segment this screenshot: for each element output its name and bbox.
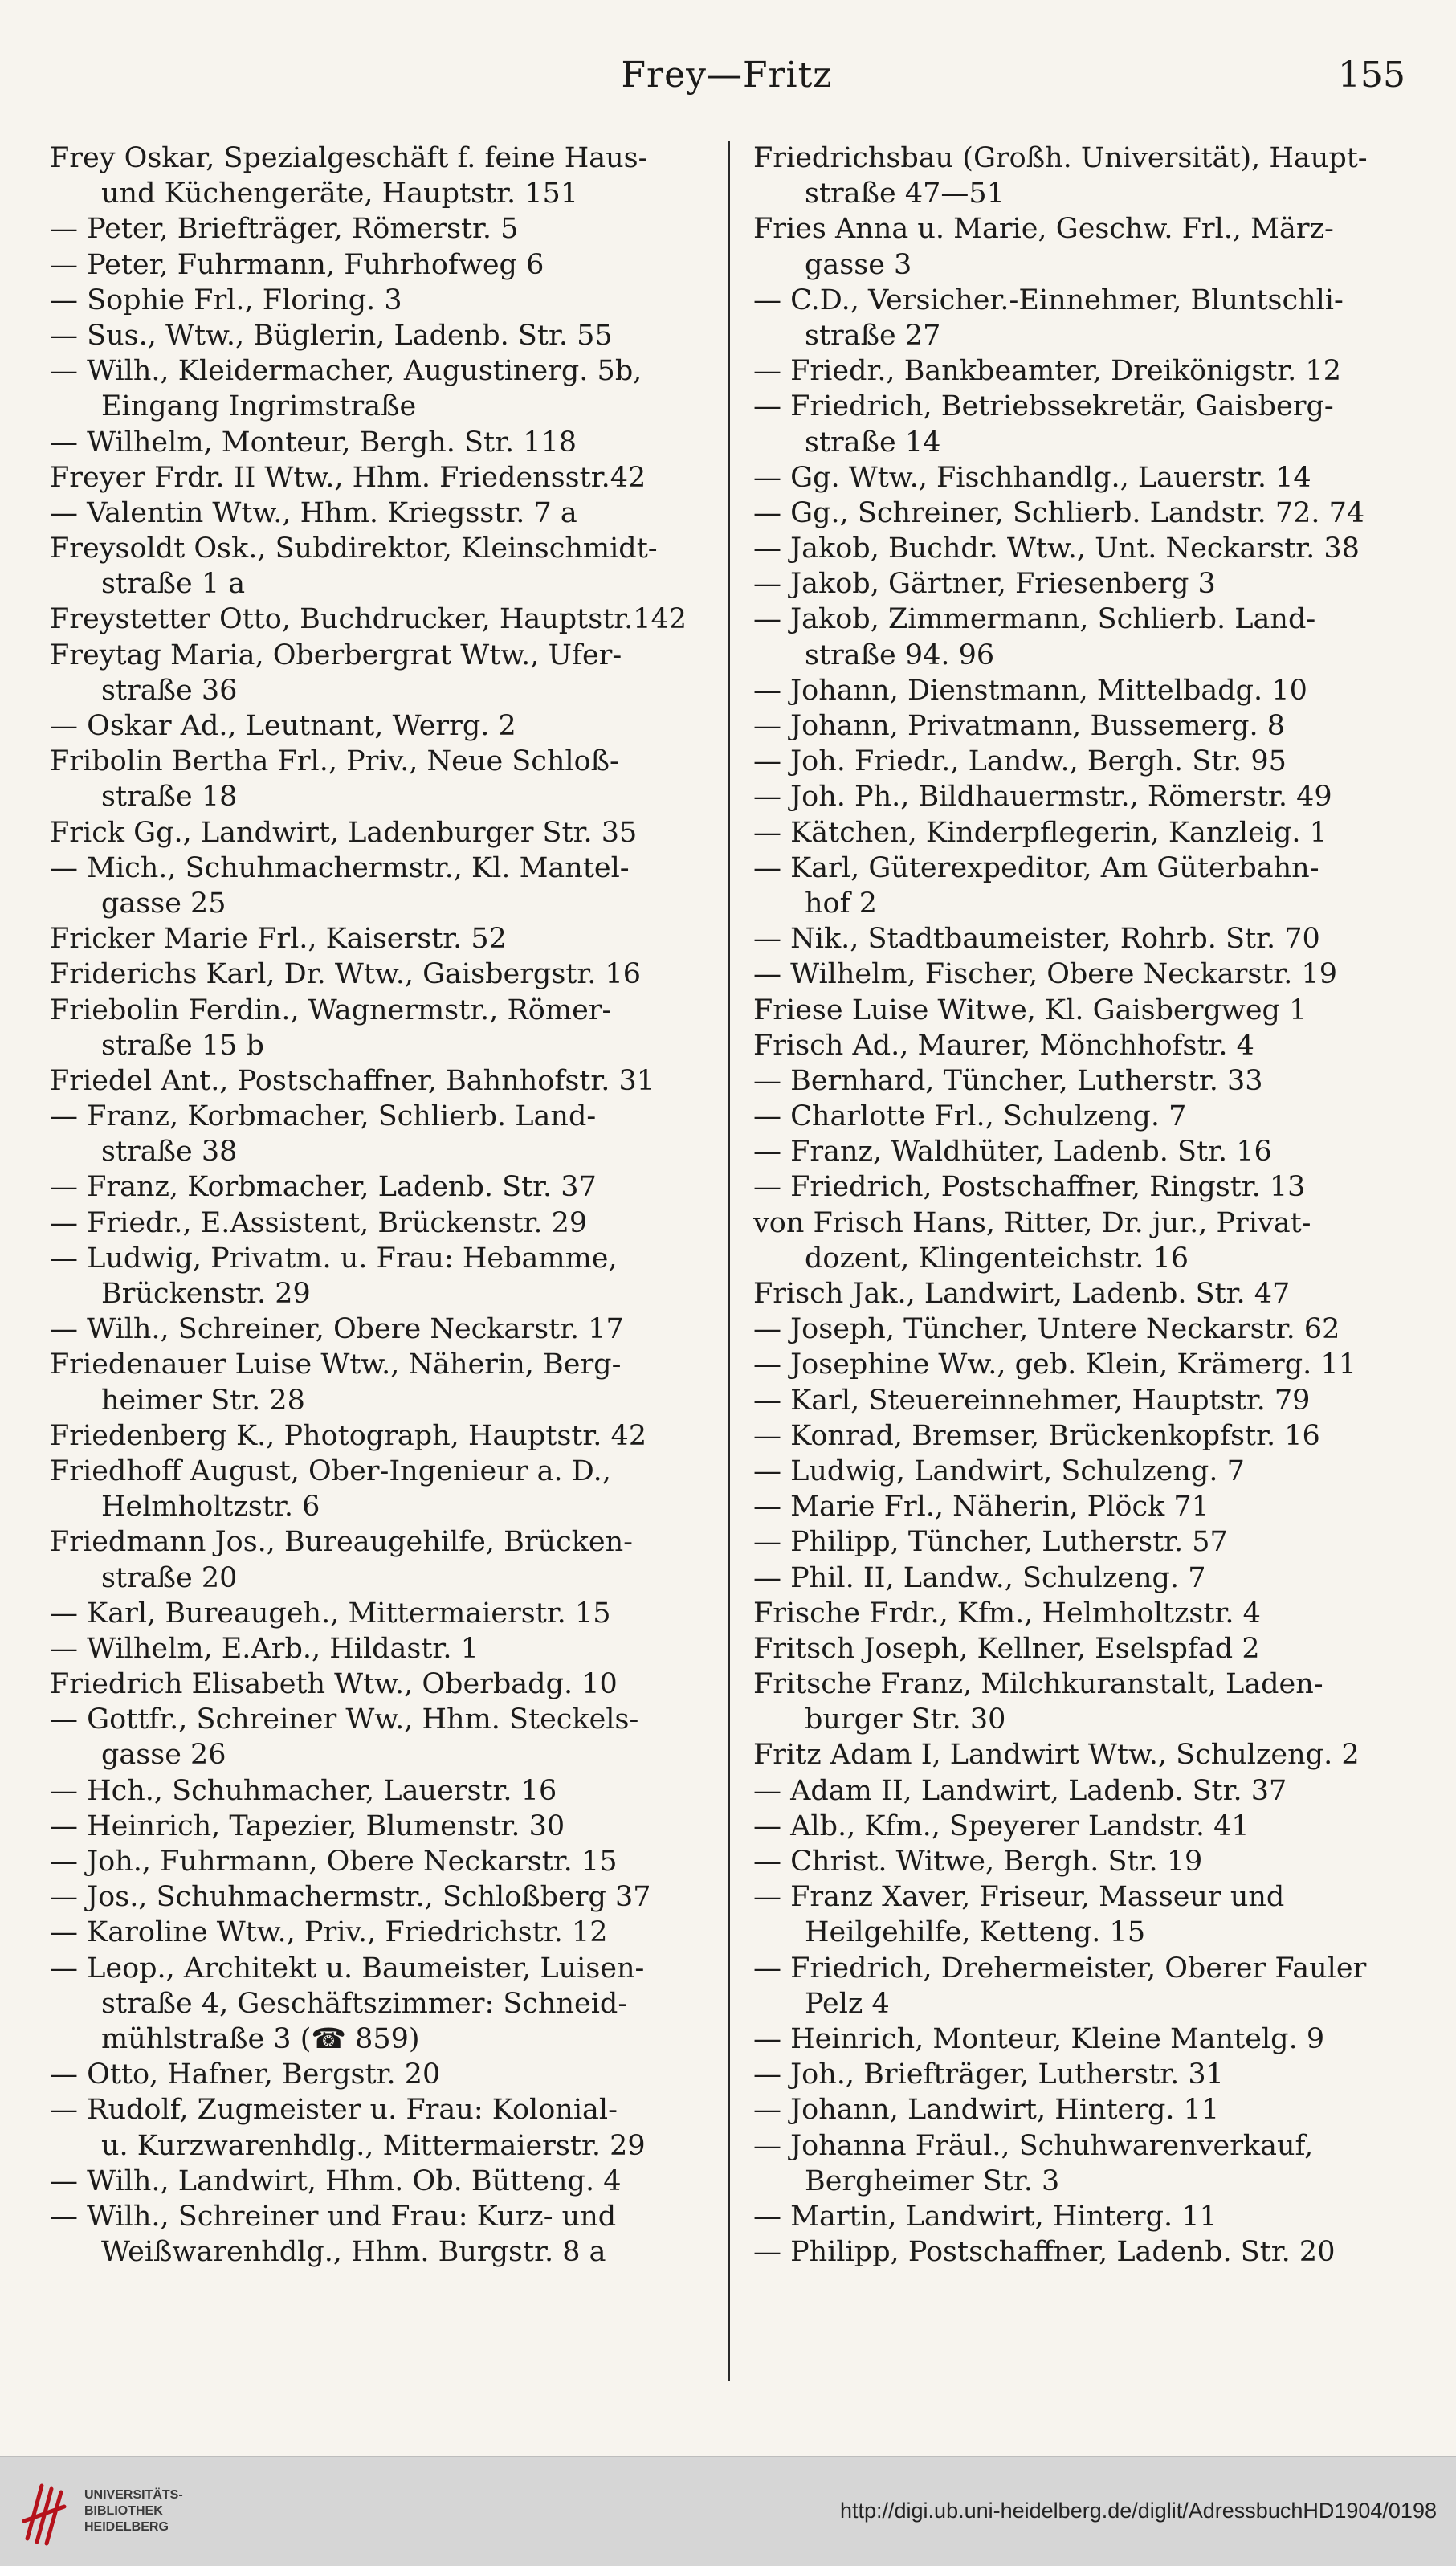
directory-entry: Freytag Maria, Oberbergrat Wtw., Ufer- [50, 638, 622, 671]
directory-entry: — Heinrich, Monteur, Kleine Mantelg. 9 [753, 2022, 1325, 2055]
directory-entry: — Franz Xaver, Friseur, Masseur und [753, 1881, 1285, 1914]
directory-entry: Friedenauer Luise Wtw., Näherin, Berg- [50, 1348, 622, 1381]
directory-entry: — Gottfr., Schreiner Ww., Hhm. Steckels- [50, 1703, 639, 1736]
directory-entry: — Gg. Wtw., Fischhandlg., Lauerstr. 14 [753, 461, 1311, 494]
directory-entry: Frisch Jak., Landwirt, Ladenb. Str. 47 [753, 1278, 1291, 1310]
directory-entry: — Franz, Waldhüter, Ladenb. Str. 16 [753, 1136, 1272, 1169]
directory-entry-continuation: straße 1 a [101, 568, 246, 601]
left-column [50, 141, 704, 2270]
directory-entry-continuation: straße 47—51 [805, 177, 1005, 210]
directory-entry: — Ludwig, Privatm. u. Frau: Hebamme, [50, 1242, 618, 1275]
directory-entry: — Peter, Fuhrmann, Fuhrhofweg 6 [50, 248, 544, 281]
directory-entry: — Wilh., Kleidermacher, Augustinerg. 5b, [50, 355, 642, 388]
directory-entry: — Franz, Korbmacher, Schlierb. Land- [50, 1100, 597, 1133]
directory-entry: — Oskar Ad., Leutnant, Werrg. 2 [50, 710, 516, 742]
directory-entry: — Phil. II, Landw., Schulzeng. 7 [753, 1561, 1206, 1594]
directory-entry-continuation: gasse 25 [101, 887, 226, 920]
directory-entry: — Wilhelm, Monteur, Bergh. Str. 118 [50, 426, 577, 459]
directory-entry: — Philipp, Postschaffner, Ladenb. Str. 20 [753, 2236, 1336, 2269]
directory-entry: — Friedr., Bankbeamter, Dreikönigstr. 12 [753, 355, 1341, 388]
directory-entry: — Kätchen, Kinderpflegerin, Kanzleig. 1 [753, 816, 1328, 849]
library-name [84, 2487, 183, 2535]
directory-entry: — Wilh., Schreiner, Obere Neckarstr. 17 [50, 1313, 624, 1346]
directory-entry: — Joh. Friedr., Landw., Bergh. Str. 95 [753, 745, 1287, 778]
directory-entry-continuation: straße 38 [101, 1136, 238, 1169]
directory-entry: — Heinrich, Tapezier, Blumenstr. 30 [50, 1809, 565, 1842]
directory-entry: — C.D., Versicher.-Einnehmer, Bluntschli- [753, 284, 1344, 316]
directory-entry: — Otto, Hafner, Bergstr. 20 [50, 2058, 441, 2091]
directory-entry: Frick Gg., Landwirt, Ladenburger Str. 35 [50, 816, 638, 849]
directory-entry-continuation: Helmholtzstr. 6 [101, 1491, 320, 1524]
directory-entry: — Friedrich, Drehermeister, Oberer Fauler [753, 1952, 1367, 1985]
directory-entry: — Charlotte Frl., Schulzeng. 7 [753, 1100, 1187, 1133]
directory-entry: Friebolin Ferdin., Wagnermstr., Römer- [50, 993, 612, 1026]
directory-entry: — Joh. Ph., Bildhauermstr., Römerstr. 49 [753, 781, 1332, 814]
directory-entry: — Josephine Ww., geb. Klein, Krämerg. 11 [753, 1348, 1356, 1381]
directory-entry: Fribolin Bertha Frl., Priv., Neue Schloß- [50, 745, 619, 778]
directory-entry-continuation: straße 36 [101, 674, 238, 707]
library-name-line: BIBLIOTHEK [84, 2504, 163, 2518]
directory-entry: — Gg., Schreiner, Schlierb. Landstr. 72. 74 [753, 496, 1365, 529]
footer-bar [0, 2456, 1456, 2566]
directory-entry: — Joh., Fuhrmann, Obere Neckarstr. 15 [50, 1846, 618, 1878]
directory-entry: — Rudolf, Zugmeister u. Frau: Kolonial- [50, 2094, 618, 2127]
directory-entry-continuation: heimer Str. 28 [101, 1384, 305, 1417]
directory-entry: — Bernhard, Tüncher, Lutherstr. 33 [753, 1064, 1263, 1097]
directory-entry: Friderichs Karl, Dr. Wtw., Gaisbergstr. 16 [50, 958, 642, 991]
directory-entry: — Johann, Dienstmann, Mittelbadg. 10 [753, 674, 1307, 707]
university-library-logo-icon [18, 2474, 74, 2548]
directory-entry-continuation: gasse 3 [805, 248, 912, 281]
running-head: Frey—Fritz [621, 55, 833, 96]
directory-entry-continuation: Pelz 4 [805, 1987, 890, 2020]
directory-entry: — Jakob, Zimmermann, Schlierb. Land- [753, 603, 1316, 636]
directory-entry-continuation: straße 27 [805, 319, 941, 352]
library-name-line: HEIDELBERG [84, 2520, 169, 2534]
directory-entry-continuation: straße 20 [101, 1561, 238, 1594]
directory-entry: Freysoldt Osk., Subdirektor, Kleinschmidt- [50, 532, 658, 565]
library-name-line: UNIVERSITÄTS- [84, 2488, 183, 2502]
page-number: 155 [1338, 55, 1405, 96]
directory-entry: — Ludwig, Landwirt, Schulzeng. 7 [753, 1454, 1245, 1487]
directory-entry: — Friedrich, Betriebssekretär, Gaisberg- [753, 390, 1334, 423]
directory-entry: — Johanna Fräul., Schuhwarenverkauf, [753, 2129, 1314, 2162]
directory-entry: Fritsch Joseph, Kellner, Eselspfad 2 [753, 1632, 1260, 1665]
directory-entry: Friese Luise Witwe, Kl. Gaisbergweg 1 [753, 993, 1307, 1026]
directory-entry: — Marie Frl., Näherin, Plöck 71 [753, 1491, 1209, 1524]
directory-entry: Frisch Ad., Maurer, Mönchhofstr. 4 [753, 1029, 1254, 1062]
directory-entry: — Konrad, Bremser, Brückenkopfstr. 16 [753, 1419, 1320, 1452]
directory-entry-continuation: hof 2 [805, 887, 877, 920]
directory-entry: — Jakob, Buchdr. Wtw., Unt. Neckarstr. 38 [753, 532, 1360, 565]
directory-entry: Fritsche Franz, Milchkuranstalt, Laden- [753, 1668, 1323, 1701]
directory-entry: Fricker Marie Frl., Kaiserstr. 52 [50, 923, 507, 956]
directory-entry-continuation: und Küchengeräte, Hauptstr. 151 [101, 177, 579, 210]
directory-entry: Frische Frdr., Kfm., Helmholtzstr. 4 [753, 1597, 1261, 1630]
directory-entry: — Jakob, Gärtner, Friesenberg 3 [753, 568, 1216, 601]
directory-entry: — Karl, Steuereinnehmer, Hauptstr. 79 [753, 1384, 1311, 1417]
directory-entry-continuation: straße 94. 96 [805, 638, 995, 671]
directory-entry-continuation: straße 14 [805, 426, 941, 459]
directory-entry-continuation: straße 4, Geschäftszimmer: Schneid- [101, 1987, 628, 2020]
directory-entry: — Alb., Kfm., Speyerer Landstr. 41 [753, 1809, 1250, 1842]
directory-entry: — Friedr., E.Assistent, Brückenstr. 29 [50, 1206, 588, 1239]
directory-entry-continuation: mühlstraße 3 (☎ 859) [101, 2022, 420, 2055]
directory-entry: von Frisch Hans, Ritter, Dr. jur., Privat- [753, 1206, 1311, 1239]
directory-entry: — Peter, Briefträger, Römerstr. 5 [50, 213, 519, 246]
directory-entry: — Johann, Landwirt, Hinterg. 11 [753, 2094, 1220, 2127]
directory-entry: — Karl, Güterexpeditor, Am Güterbahn- [753, 851, 1319, 884]
directory-entry: Friedel Ant., Postschaffner, Bahnhofstr. 31 [50, 1064, 655, 1097]
directory-entry-continuation: straße 18 [101, 781, 238, 814]
directory-entry-continuation: Brückenstr. 29 [101, 1278, 311, 1310]
directory-entry: Friedhoff August, Ober-Ingenieur a. D., [50, 1454, 611, 1487]
directory-entry: — Sus., Wtw., Büglerin, Ladenb. Str. 55 [50, 319, 613, 352]
right-column [753, 141, 1408, 2270]
directory-entry-continuation: Eingang Ingrimstraße [101, 390, 417, 423]
directory-entry: — Adam II, Landwirt, Ladenb. Str. 37 [753, 1774, 1287, 1807]
directory-columns [50, 141, 1407, 2381]
directory-entry-continuation: Bergheimer Str. 3 [805, 2164, 1060, 2197]
directory-entry: — Philipp, Tüncher, Lutherstr. 57 [753, 1526, 1228, 1559]
directory-entry-continuation: Heilgehilfe, Ketteng. 15 [805, 1916, 1146, 1949]
column-divider [728, 141, 730, 2381]
directory-entry: Friedrich Elisabeth Wtw., Oberbadg. 10 [50, 1668, 618, 1701]
directory-entry: — Johann, Privatmann, Bussemerg. 8 [753, 710, 1285, 742]
directory-entry: — Wilh., Schreiner und Frau: Kurz- und [50, 2200, 617, 2233]
directory-entry: — Wilhelm, Fischer, Obere Neckarstr. 19 [753, 958, 1338, 991]
directory-entry: Fritz Adam I, Landwirt Wtw., Schulzeng. 2 [753, 1739, 1360, 1772]
directory-entry-continuation: burger Str. 30 [805, 1703, 1006, 1736]
directory-entry-continuation: u. Kurzwarenhdlg., Mittermaierstr. 29 [101, 2129, 646, 2162]
page-header [48, 47, 1405, 111]
directory-entry: Freyer Frdr. II Wtw., Hhm. Friedensstr.42 [50, 461, 646, 494]
directory-entry: Fries Anna u. Marie, Geschw. Frl., März- [753, 213, 1334, 246]
source-url-link[interactable]: http://digi.ub.uni-heidelberg.de/diglit/AdressbuchHD1904/0198 [839, 2499, 1437, 2523]
directory-entry: — Martin, Landwirt, Hinterg. 11 [753, 2200, 1217, 2233]
directory-entry: Friedmann Jos., Bureaugehilfe, Brücken- [50, 1526, 633, 1559]
directory-entry: Frey Oskar, Spezialgeschäft f. feine Haus- [50, 142, 648, 174]
directory-entry: — Joseph, Tüncher, Untere Neckarstr. 62 [753, 1313, 1340, 1346]
directory-entry: — Friedrich, Postschaffner, Ringstr. 13 [753, 1171, 1306, 1204]
directory-entry-continuation: straße 15 b [101, 1029, 264, 1062]
directory-entry: — Sophie Frl., Floring. 3 [50, 284, 402, 316]
directory-entry-continuation: dozent, Klingenteichstr. 16 [805, 1242, 1189, 1275]
directory-entry: — Christ. Witwe, Bergh. Str. 19 [753, 1846, 1203, 1878]
directory-entry: — Valentin Wtw., Hhm. Kriegsstr. 7 a [50, 496, 577, 529]
directory-entry: Friedrichsbau (Großh. Universität), Haupt- [753, 142, 1368, 174]
directory-entry-continuation: gasse 26 [101, 1739, 226, 1772]
directory-entry: — Franz, Korbmacher, Ladenb. Str. 37 [50, 1171, 597, 1204]
directory-entry: Freystetter Otto, Buchdrucker, Hauptstr.142 [50, 603, 687, 636]
directory-entry: Friedenberg K., Photograph, Hauptstr. 42 [50, 1419, 647, 1452]
directory-entry: — Joh., Briefträger, Lutherstr. 31 [753, 2058, 1224, 2091]
directory-entry: — Wilh., Landwirt, Hhm. Ob. Bütteng. 4 [50, 2164, 622, 2197]
directory-entry: — Nik., Stadtbaumeister, Rohrb. Str. 70 [753, 923, 1320, 956]
directory-entry: — Wilhelm, E.Arb., Hildastr. 1 [50, 1632, 479, 1665]
directory-entry: — Jos., Schuhmachermstr., Schloßberg 37 [50, 1881, 651, 1914]
directory-entry: — Leop., Architekt u. Baumeister, Luisen- [50, 1952, 645, 1985]
directory-entry: — Karl, Bureaugeh., Mittermaierstr. 15 [50, 1597, 611, 1630]
directory-entry-continuation: Weißwarenhdlg., Hhm. Burgstr. 8 a [101, 2236, 606, 2269]
directory-entry: — Hch., Schuhmacher, Lauerstr. 16 [50, 1774, 557, 1807]
directory-entry: — Mich., Schuhmachermstr., Kl. Mantel- [50, 851, 630, 884]
directory-entry: — Karoline Wtw., Priv., Friedrichstr. 12 [50, 1916, 608, 1949]
